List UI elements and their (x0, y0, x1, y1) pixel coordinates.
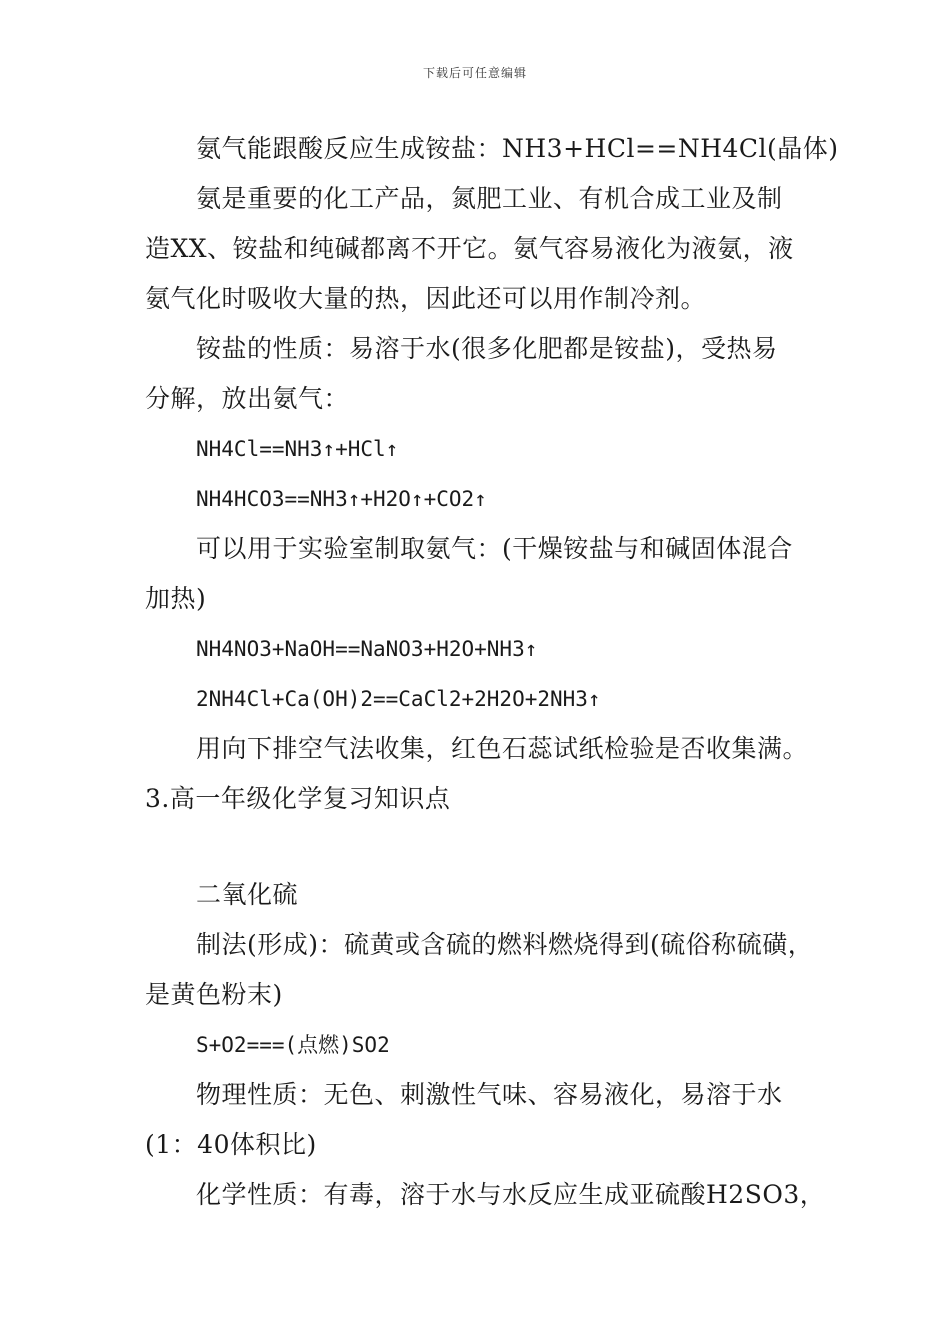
formula-line: NH4NO3+NaOH==NaNO3+H2O+NH3↑ (196, 637, 538, 661)
text-line: 造XX、铵盐和纯碱都离不开它。氨气容易液化为液氨，液 (145, 234, 794, 263)
page-header: 下载后可任意编辑 (422, 66, 527, 80)
text-line: 物理性质：无色、刺激性气味、容易液化，易溶于水 (196, 1080, 783, 1109)
formula-line: NH4Cl==NH3↑+HCl↑ (196, 437, 399, 461)
section-heading: 3.高一年级化学复习知识点 (145, 784, 451, 813)
text-line: 制法(形成)：硫黄或含硫的燃料燃烧得到(硫俗称硫磺， (196, 930, 814, 959)
text-line: 氨气能跟酸反应生成铵盐：NH3+HCl==NH4Cl(晶体) (196, 134, 839, 163)
formula-line: NH4HCO3==NH3↑+H2O↑+CO2↑ (196, 487, 487, 511)
text-line: 氨是重要的化工产品，氮肥工业、有机合成工业及制 (196, 184, 783, 213)
text-line: 可以用于实验室制取氨气：(干燥铵盐与和碱固体混合 (196, 534, 793, 563)
text-line: 是黄色粉末) (145, 980, 283, 1009)
text-line: 氨气化时吸收大量的热，因此还可以用作制冷剂。 (145, 284, 707, 313)
text-line: 分解，放出氨气： (145, 384, 350, 413)
subsection-heading: 二氧化硫 (196, 880, 299, 909)
text-line: 加热) (145, 584, 207, 613)
text-line: (1：40体积比) (145, 1130, 317, 1159)
formula-line: S+O2===(点燃)SO2 (196, 1033, 390, 1057)
text-line: 铵盐的性质：易溶于水(很多化肥都是铵盐)，受热易 (196, 334, 778, 363)
formula-line: 2NH4Cl+Ca(OH)2==CaCl2+2H2O+2NH3↑ (196, 687, 601, 711)
text-line: 用向下排空气法收集，红色石蕊试纸检验是否收集满。 (196, 734, 809, 763)
text-line: 化学性质：有毒，溶于水与水反应生成亚硫酸H2SO3， (196, 1180, 826, 1209)
